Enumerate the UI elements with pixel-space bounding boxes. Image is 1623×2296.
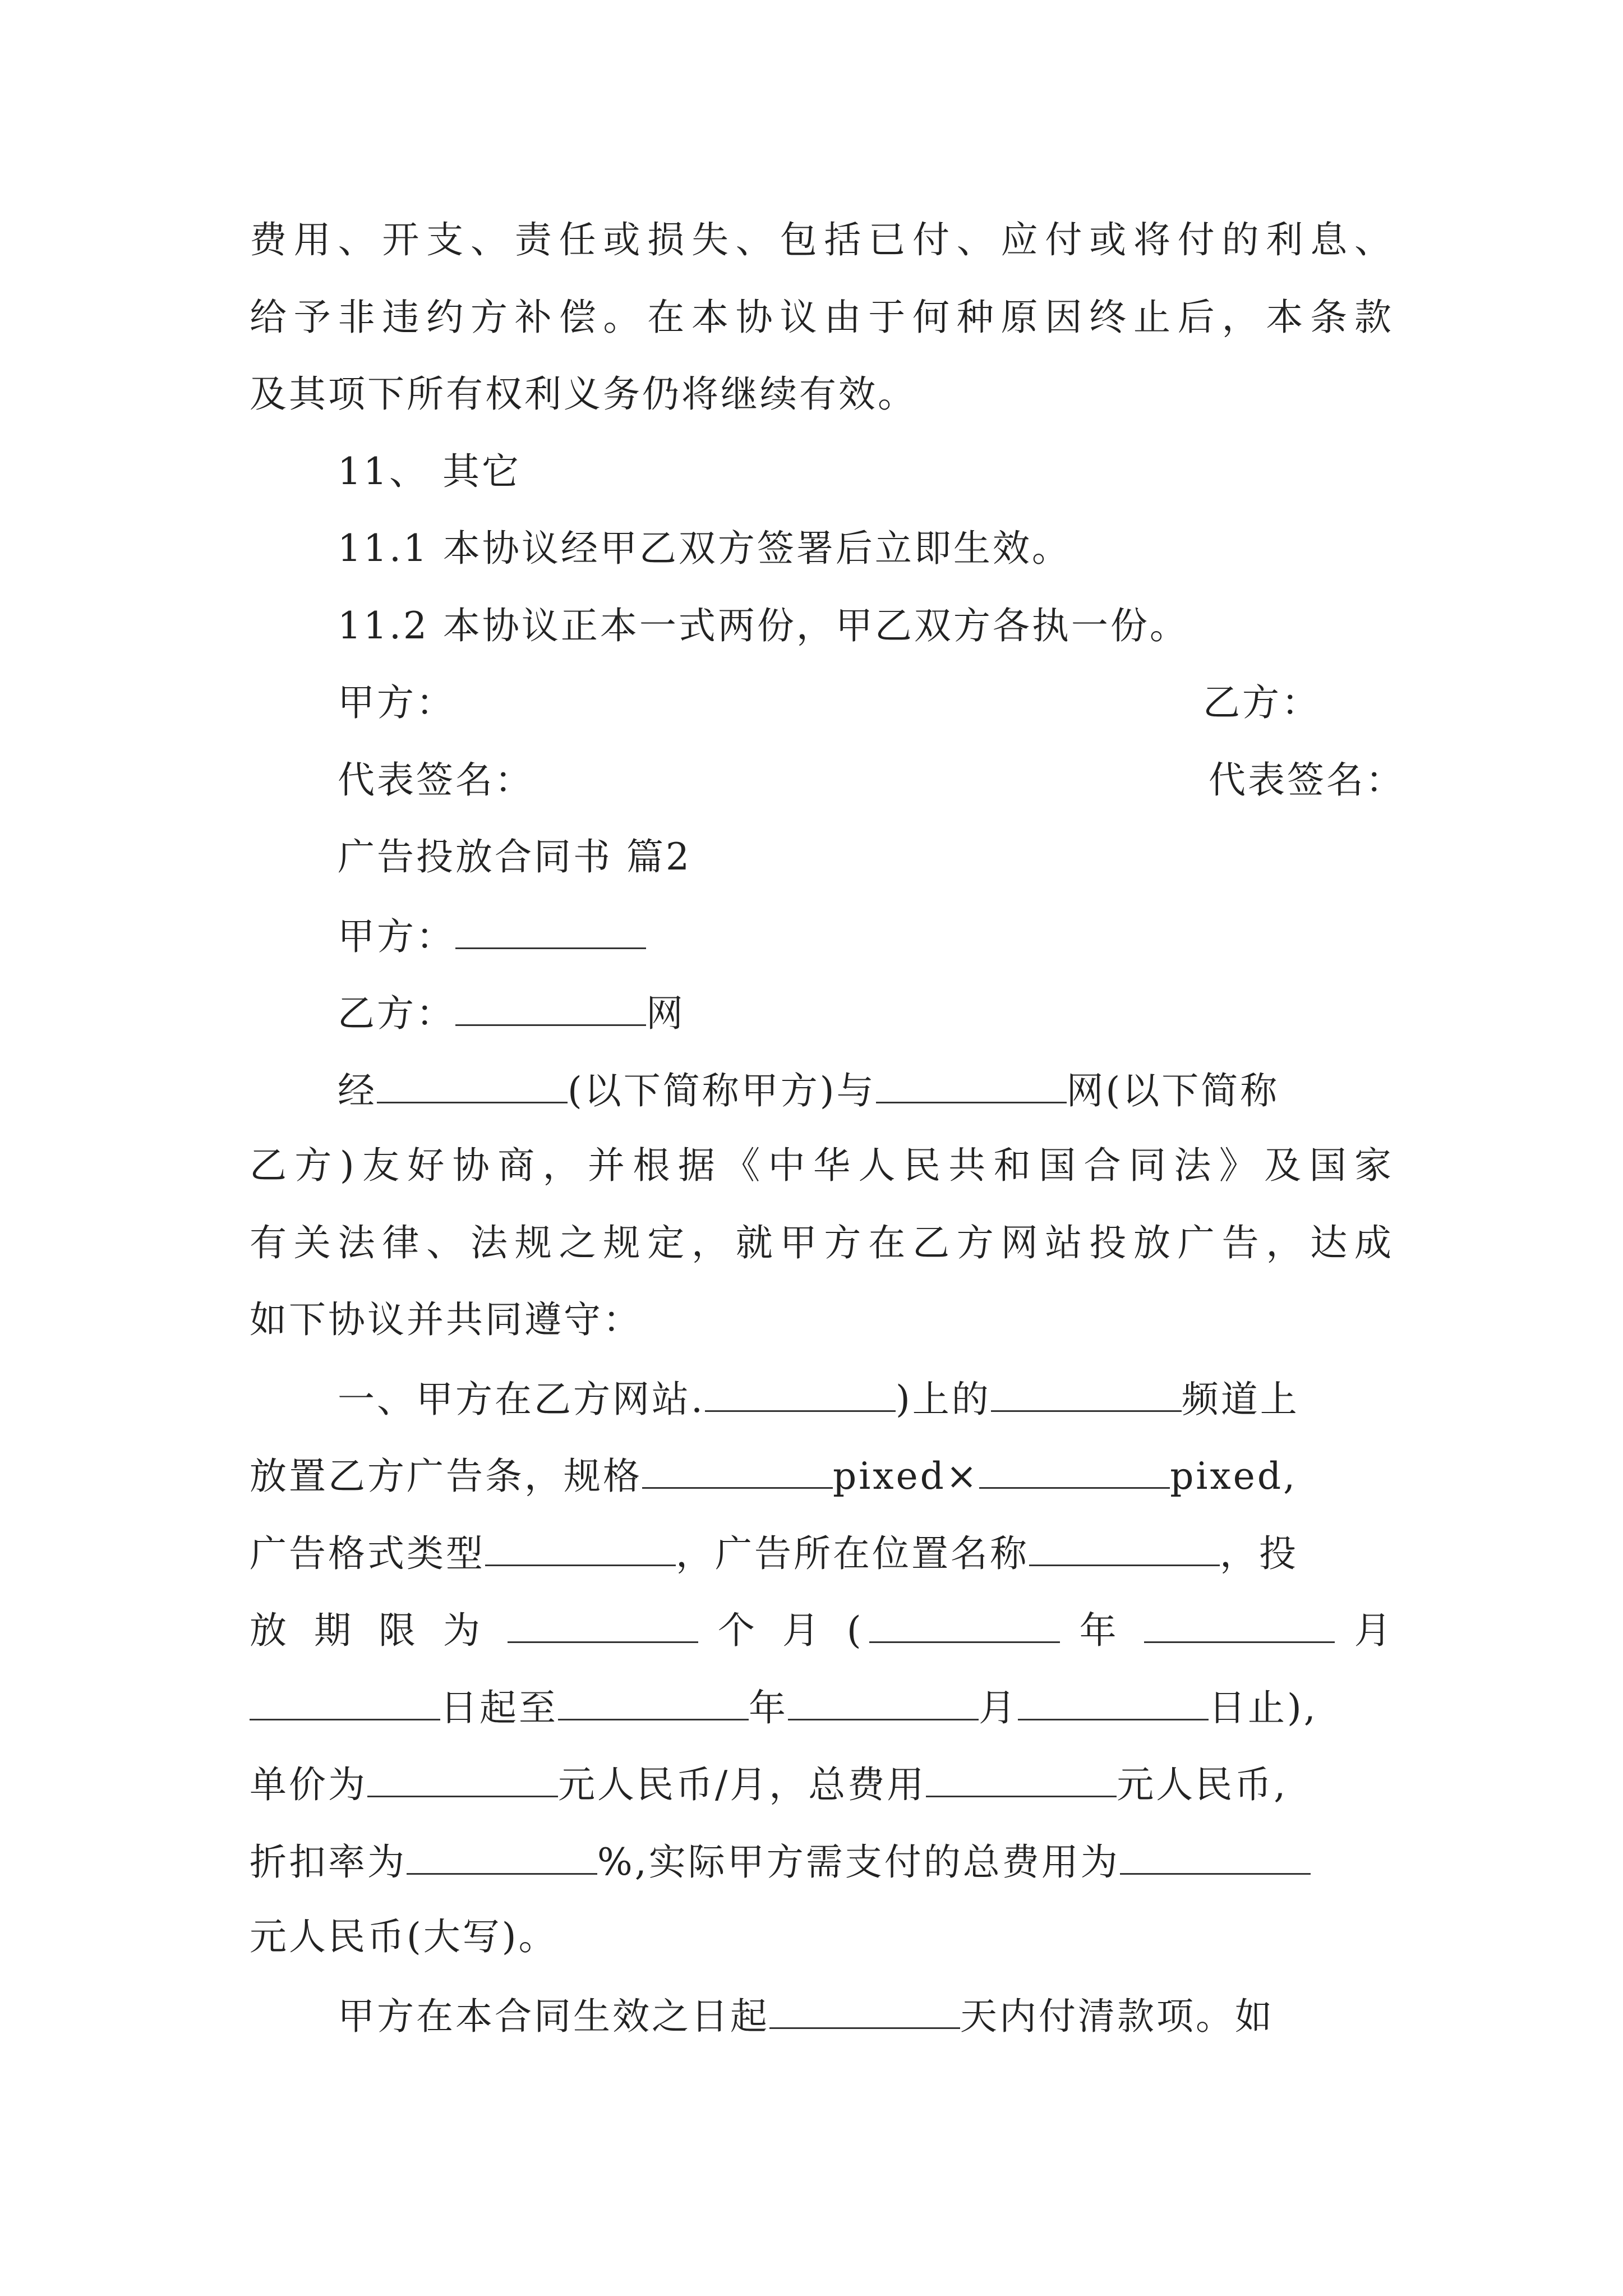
- text: %,实际甲方需支付的总费用为: [597, 1841, 1120, 1884]
- blank-field: [407, 1842, 597, 1875]
- text: 乙方)友好协商，并根据《中华人民共和国合同法》及国家: [250, 1144, 1394, 1187]
- text: 及其项下所有权利义务仍将继续有效。: [250, 372, 917, 416]
- text: pixed,: [1170, 1455, 1298, 1498]
- text: 有关法律、法规之规定，就甲方在乙方网站投放广告，达成: [250, 1221, 1394, 1264]
- text: 月: [1354, 1609, 1399, 1652]
- text-line: [250, 1532, 1394, 1575]
- party-a-label: 甲方：: [338, 681, 455, 724]
- blank-field: [1029, 1533, 1220, 1566]
- text-line: [250, 218, 1394, 261]
- blank-field: [367, 1764, 558, 1797]
- text: 频道上: [1181, 1378, 1299, 1421]
- text: 天内付清款项。如: [960, 1995, 1274, 2038]
- text: 11、 其它: [338, 450, 521, 493]
- rep-a-label: 代表签名：: [338, 758, 534, 802]
- blank-field: [558, 1687, 749, 1720]
- blank-field: [1018, 1687, 1209, 1720]
- text: 放置乙方广告条，规格: [250, 1455, 642, 1498]
- text-line: [250, 372, 1394, 416]
- blank-field: [869, 1610, 1060, 1643]
- blank-field: [508, 1610, 698, 1643]
- text-line: [250, 1763, 1394, 1806]
- blank-field: [788, 1687, 979, 1720]
- text: 网(以下简称: [1066, 1069, 1280, 1112]
- text: 元人民币(大写)。: [250, 1915, 558, 1958]
- text: 乙方：: [338, 992, 455, 1035]
- text: 广告投放合同书 篇2: [338, 835, 691, 878]
- text: 网: [646, 992, 685, 1035]
- text: 广告格式类型: [250, 1532, 485, 1575]
- section-heading: [338, 450, 1394, 493]
- text: 如下协议并共同遵守：: [250, 1298, 642, 1341]
- blank-field: [455, 916, 646, 949]
- blank-field: [642, 1456, 833, 1489]
- blank-field: [876, 1070, 1067, 1103]
- text: 日止),: [1209, 1686, 1318, 1729]
- text-line: [250, 1144, 1394, 1187]
- blank-field: [1120, 1842, 1311, 1875]
- text-line: [250, 1687, 1394, 1727]
- text: (以下简称甲方)与: [568, 1069, 876, 1112]
- text: 折扣率为: [250, 1841, 407, 1884]
- party-a-line: [338, 915, 1394, 958]
- text-line: [338, 1070, 1394, 1110]
- text-line: [250, 1609, 1399, 1652]
- text: ，广告所在位置名称: [676, 1532, 1029, 1575]
- blank-field: [979, 1456, 1170, 1489]
- rep-b-label: 代表签名：: [1209, 758, 1405, 802]
- text: 一、甲方在乙方网站.: [338, 1378, 705, 1421]
- text: 费用、开支、责任或损失、包括已付、应付或将付的利息、: [250, 218, 1394, 261]
- text: 个 月 (: [717, 1609, 869, 1652]
- text: 经: [338, 1069, 377, 1112]
- text: 日起至: [440, 1686, 558, 1729]
- text: 年: [749, 1686, 788, 1729]
- text: pixed×: [833, 1455, 980, 1498]
- text: ，投: [1220, 1532, 1298, 1575]
- text: 元人民币/月，总费用: [558, 1763, 926, 1806]
- text-line: [338, 1378, 1394, 1421]
- text: 甲方在本合同生效之日起: [338, 1995, 769, 2038]
- text: 年: [1079, 1609, 1124, 1652]
- text: 给予非违约方补偿。在本协议由于何种原因终止后，本条款: [250, 296, 1394, 339]
- blank-field: [1144, 1610, 1335, 1643]
- blank-field: [705, 1379, 896, 1412]
- text-line: [250, 1915, 1394, 1958]
- text-line: [250, 296, 1394, 339]
- clause: [338, 527, 1394, 570]
- blank-field: [991, 1379, 1182, 1412]
- text-line: [338, 1995, 1394, 2038]
- text: 11.1 本协议经甲乙双方签署后立即生效。: [338, 527, 1071, 570]
- text-line: [250, 1455, 1394, 1498]
- blank-field: [926, 1764, 1117, 1797]
- blank-field: [377, 1070, 568, 1103]
- blank-field: [455, 993, 646, 1026]
- blank-field: [769, 1996, 960, 2029]
- text: 11.2 本协议正本一式两份，甲乙双方各执一份。: [338, 604, 1189, 647]
- text: 元人民币,: [1117, 1763, 1288, 1806]
- text: 月: [979, 1686, 1018, 1729]
- blank-field: [485, 1533, 676, 1566]
- text: )上的: [895, 1378, 991, 1421]
- text: 单价为: [250, 1763, 367, 1806]
- party-b-label: 乙方：: [1203, 681, 1321, 724]
- clause: [338, 604, 1394, 647]
- text-line: [250, 1221, 1394, 1264]
- party-b-line: [338, 992, 1394, 1035]
- text-line: [250, 1298, 1394, 1341]
- text: 放 期 限 为: [250, 1609, 488, 1652]
- text: 甲方：: [338, 915, 455, 958]
- blank-field: [250, 1687, 440, 1720]
- section-title: [338, 835, 1394, 878]
- text-line: [250, 1841, 1394, 1884]
